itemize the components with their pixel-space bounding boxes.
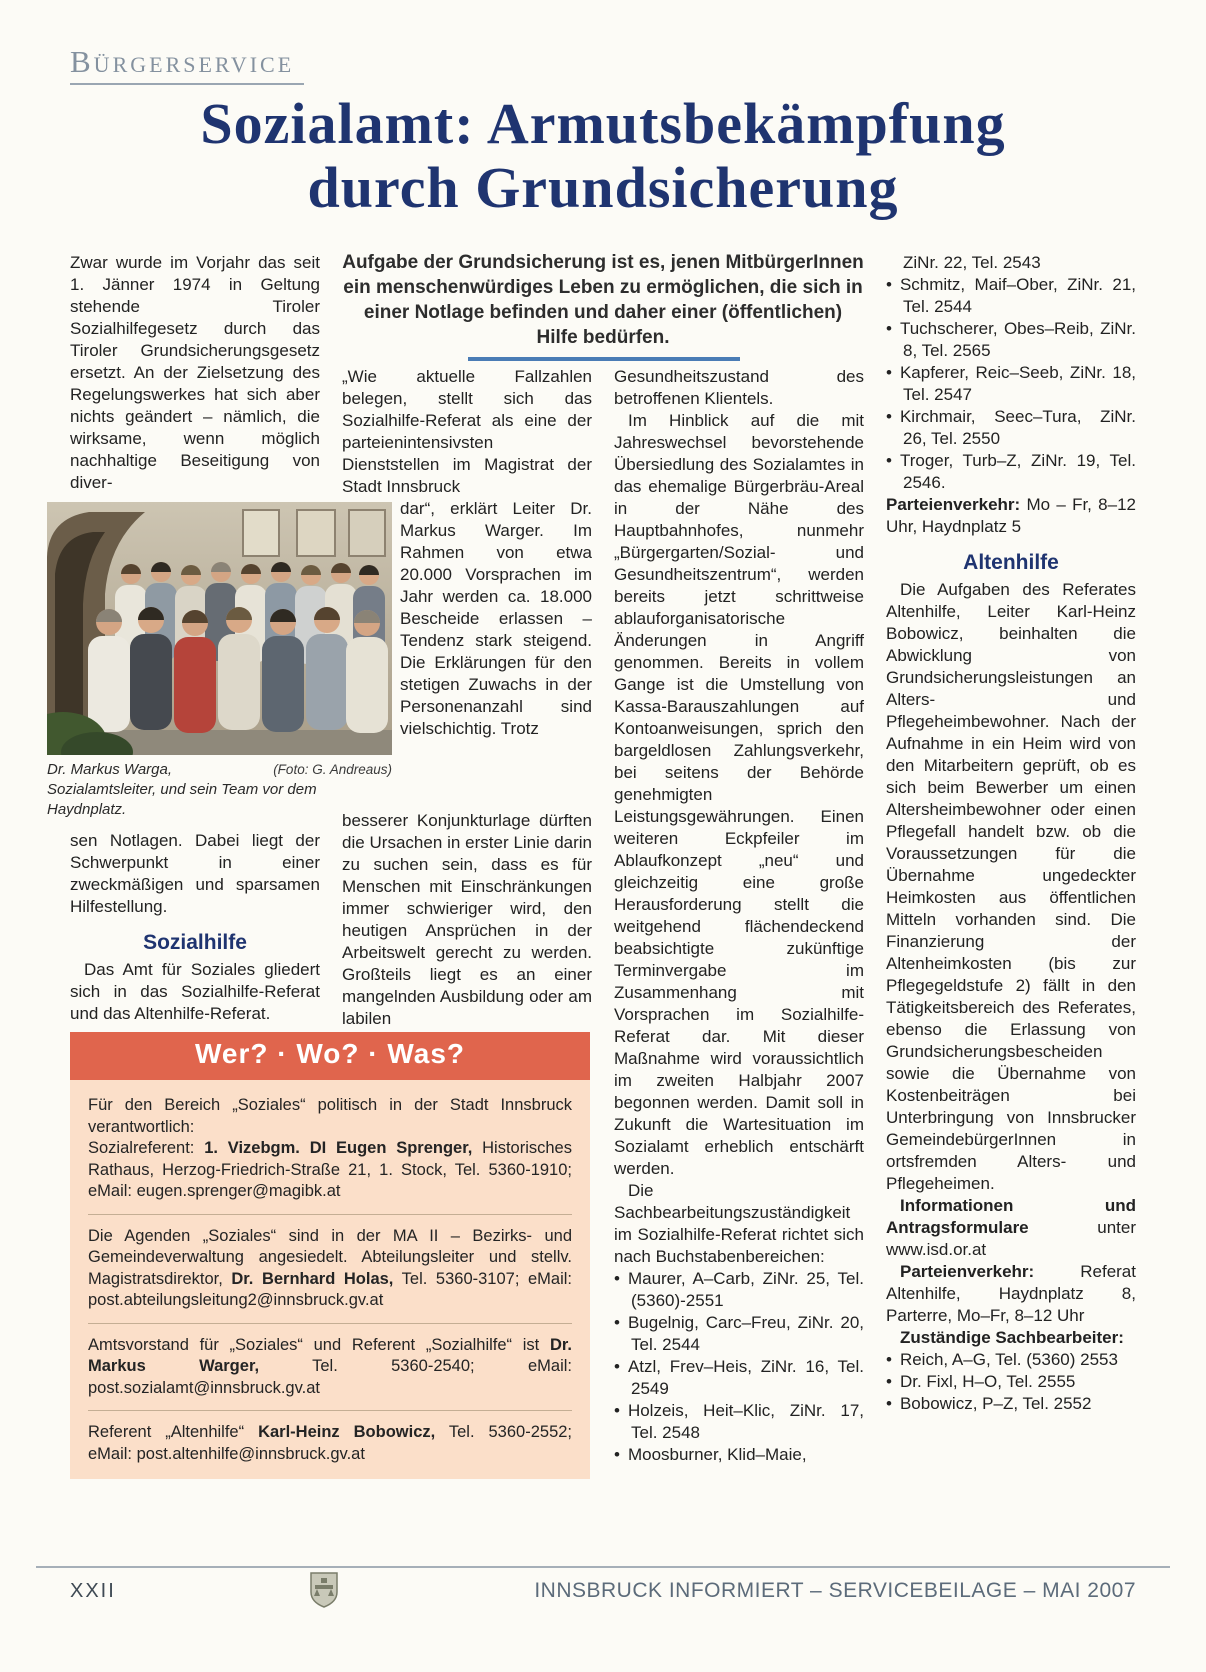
info-rest: unter www.isd.or.at xyxy=(886,1218,1136,1259)
list-item: • Tuchscherer, Obes–Reib, ZiNr. 8, Tel. 2565 xyxy=(886,318,1136,362)
sozialhilfe-sachbearbeiter-list xyxy=(614,1268,864,1466)
paragraph-col3-2: Im Hinblick auf die mit Jahreswechsel bevorstehende Übersiedlung des Sozialamtes in das ehemalige Bürgerbräu-Areal in der Nähe des Hauptbahnhofes, nunmehr „Bürgergarten/Sozial- und Gesundheitszentrum“, werden bereits jetzt schrittweise ablauforganisatorische Änderungen in Angriff genommen. Bereits in vollem Gange ist die Umstellung von Kassa-Barauszahlungen auf Kontoanweisungen, sprich den bargeldlosen Zahlungsverkehr, bei seitens der Behörde genehmigten Leistungsgewährungen. Einen weiteren Eckpfeiler im Ablaufkonzept „neu“ und gleichzeitig eine große Herausforderung stellt die weitgehend flächendeckend beabsichtigte zukünftige Terminvergabe im Zusammenhang mit Vorsprachen im Sozialhilfe-Referat dar. Mit dieser Maßnahme wird voraussichtlich im zweiten Halbjahr 2007 begonnen werden. Damit soll in Zukunft die Wartesituation im Sozialamt erheblich entschärft werden. xyxy=(614,411,864,1178)
heading-sozialhilfe: Sozialhilfe xyxy=(143,931,247,954)
paragraph-col1-2: sen Notlagen. Dabei liegt der Schwerpunkt in einer zweckmäßigen und sparsamen Hilfestellung. xyxy=(70,831,320,916)
infobox-section-amtsvorstand xyxy=(88,1335,572,1400)
paragraph-col4-1: Die Aufgaben des Referates Altenhilfe, Leiter Karl-Heinz Bobowicz, beinhalten die Abwicklung von Grundsicherungsleistungen an Alters- und Pflegeheimbewohner. Nach der Aufnahme in ein Heim wird von den Mitarbeitern geprüft, ob es sich beim Bewerber um einen Altersheimbewohner oder einen Pflegefall handelt bzw. ob die Voraussetzungen für die Übernahme ungedeckter Heimkosten aus öffentlichen Mitteln vorhanden sind. Die Finanzierung der Altenheimkosten (bis zur Pflegegeldstufe 2) fällt in den Tätigkeitsbereich des Referates, ebenso die Erlassung von Grundsicherungsbescheiden sowie die Übernahme von Kostenbeiträgen bei Unterbringung von Innsbrucker GemeindebürgerInnen in ortsfremden Alters- und Pflegeheimen. xyxy=(886,580,1136,1193)
photo-caption-text: Dr. Markus Warga, Sozialamtsleiter, und sein Team vor dem Haydnplatz. xyxy=(47,761,317,818)
infobox-title: Wer? · Wo? · Was? xyxy=(70,1032,590,1080)
infobox-section-altenhilfe-referent xyxy=(88,1422,572,1465)
list-item: • Holzeis, Heit–Klic, ZiNr. 17, Tel. 2548 xyxy=(614,1400,864,1444)
list-item: • Atzl, Frev–Heis, ZiNr. 16, Tel. 2549 xyxy=(614,1356,864,1400)
parteienverkehr-altenhilfe xyxy=(886,1261,1136,1327)
list-item-continuation: ZiNr. 22, Tel. 2543 xyxy=(903,253,1041,272)
infobox-text: Referent „Altenhilfe“ xyxy=(88,1423,259,1441)
infobox-divider xyxy=(88,1214,572,1215)
person-name: Dr. Markus Warger, xyxy=(88,1335,572,1375)
infobox-text: Sozialreferent: xyxy=(88,1139,205,1157)
parteienverkehr-sozialhilfe xyxy=(886,494,1136,538)
infobox-text: Für den Bereich „Soziales“ politisch in der Stadt Innsbruck verantwortlich: xyxy=(88,1096,572,1136)
sozialhilfe-sachbearbeiter-list-continued xyxy=(886,274,1136,494)
list-item: • Bobowicz, P–Z, Tel. 2552 xyxy=(886,1393,1136,1415)
infobox-divider xyxy=(88,1410,572,1411)
list-item: • Kapferer, Reic–Seeb, ZiNr. 18, Tel. 2547 xyxy=(886,362,1136,406)
infobox-divider xyxy=(88,1323,572,1324)
masthead-label: Bürgerservice xyxy=(70,44,304,85)
info-bold: Informationen und Antragsformulare xyxy=(886,1196,1136,1237)
photo-credit: (Foto: G. Andreaus) xyxy=(273,762,392,777)
person-name: Karl-Heinz Bobowicz, xyxy=(258,1423,436,1441)
info-antragsformulare xyxy=(886,1195,1136,1261)
intro-underline xyxy=(468,357,740,361)
paragraph-col1-3: Das Amt für Soziales gliedert sich in das Sozialhilfe-Referat und das Altenhilfe-Referat. xyxy=(70,960,320,1023)
altenhilfe-sachbearbeiter-list xyxy=(886,1349,1136,1415)
team-photo xyxy=(47,502,392,755)
parteienverkehr-text: Mo – Fr, 8–12 Uhr, Haydnplatz 5 xyxy=(886,495,1136,536)
infobox-text: Tel. 5360-2552; eMail: post.altenhilfe@innsbruck.gv.at xyxy=(88,1423,573,1463)
infobox-text: Tel. 5360-3107; eMail: post.abteilungsleitung2@innsbruck.gv.at xyxy=(88,1269,573,1309)
list-item: • Maurer, A–Carb, ZiNr. 25, Tel. (5360)-2551 xyxy=(614,1268,864,1312)
infobox-wer-wo-was xyxy=(70,1032,590,1479)
infobox-text: Historisches Rathaus, Herzog-Friedrich-Straße 21, 1. Stock, Tel. 5360-1910; eMail: eugen.sprenger@magibk.at xyxy=(88,1139,572,1200)
footer-title: INNSBRUCK INFORMIERT – SERVICEBEILAGE – MAI 2007 xyxy=(534,1579,1136,1602)
person-name: 1. Vizebgm. DI Eugen Sprenger, xyxy=(204,1139,473,1157)
list-item: • Moosburner, Klid–Maie, xyxy=(614,1444,864,1466)
sachbearbeiter-label: Zuständige Sachbearbeiter: xyxy=(900,1328,1124,1347)
list-item: • Bugelnig, Carc–Freu, ZiNr. 20, Tel. 2544 xyxy=(614,1312,864,1356)
footer-rule xyxy=(36,1566,1170,1568)
paragraph-col3-3: Die Sachbearbeitungszuständigkeit im Sozialhilfe-Referat richtet sich nach Buchstabenbereichen: xyxy=(614,1181,864,1266)
infobox-text: Tel. 5360-2540; eMail: post.sozialamt@innsbruck.gv.at xyxy=(88,1357,572,1397)
innsbruck-crest-icon xyxy=(310,1572,338,1608)
intro-deck: Aufgabe der Grundsicherung ist es, jenen MitbürgerInnen ein menschenwürdiges Leben zu ermöglichen, die sich in einer Notlage befinden und daher einer (öffentlichen) Hilfe bedürfen. xyxy=(342,252,864,348)
infobox-section-abteilungsleiter xyxy=(88,1226,572,1312)
column-2 xyxy=(342,366,592,1030)
paragraph-col2-1: „Wie aktuelle Fallzahlen belegen, stellt sich das Sozialhilfe-Referat als eine der parteienintensivsten Dienststellen im Magistrat der Stadt Innsbruck xyxy=(342,367,592,496)
page-number: XXII xyxy=(70,1580,116,1602)
column-1 xyxy=(47,252,392,1025)
paragraph-col3-1: Gesundheitszustand des betroffenen Klientels. xyxy=(614,367,864,408)
infobox-body xyxy=(70,1080,590,1479)
infobox-text: Die Agenden „Soziales“ sind in der MA II – Bezirks- und Gemeindeverwaltung angesiedelt. Abteilungsleiter und stellv. Magistratsdirektor, xyxy=(88,1226,572,1288)
paragraph-col1-1: Zwar wurde im Vorjahr das seit 1. Jänner 1974 in Geltung stehende Tiroler Sozialhilfegesetz durch das Tiroler Grundsicherungsgesetz ersetzt. An der Zielsetzung des Regelungswerkes hat sich aber nichts geändert – nämlich, die wirksame, wenn möglich nachhaltige Beseitigung von diver- xyxy=(70,253,320,492)
column-3 xyxy=(614,366,864,1466)
list-item: • Reich, A–G, Tel. (5360) 2553 xyxy=(886,1349,1136,1371)
paragraph-col2-2: dar“, erklärt Leiter Dr. Markus Warger. Im Rahmen von etwa 20.000 Vorsprachen im Jahr werden ca. 18.000 Bescheide erlassen – Tendenz stark steigend. Die Erklärungen für den stetigen Zuwachs in der Personenanzahl sind vielschichtig. Trotz xyxy=(400,499,592,738)
person-name: Dr. Bernhard Holas, xyxy=(231,1269,394,1288)
page-title-line1: Sozialamt: Armutsbekämpfung xyxy=(200,91,1006,156)
list-item: • Dr. Fixl, H–O, Tel. 2555 xyxy=(886,1371,1136,1393)
parteienverkehr-text: Referat Altenhilfe, Haydnplatz 8, Parterre, Mo–Fr, 8–12 Uhr xyxy=(886,1262,1136,1325)
heading-sachbearbeiter xyxy=(886,1327,1136,1349)
photo-caption xyxy=(47,760,392,820)
infobox-section-sozialreferent xyxy=(88,1095,572,1203)
team-photo-image xyxy=(47,502,392,755)
list-item: • Troger, Turb–Z, ZiNr. 19, Tel. 2546. xyxy=(886,450,1136,494)
page-title-line2: durch Grundsicherung xyxy=(307,155,899,220)
infobox-text: Amtsvorstand für „Soziales“ und Referent „Sozialhilfe“ ist xyxy=(88,1335,550,1354)
list-item: • Kirchmair, Seec–Tura, ZiNr. 26, Tel. 2550 xyxy=(886,406,1136,450)
column-4 xyxy=(886,252,1136,1415)
parteienverkehr-label: Parteienverkehr: xyxy=(900,1262,1035,1281)
page-title xyxy=(0,92,1206,220)
heading-altenhilfe: Altenhilfe xyxy=(963,551,1059,574)
section-masthead xyxy=(70,44,304,85)
list-item: • Schmitz, Maif–Ober, ZiNr. 21, Tel. 2544 xyxy=(886,274,1136,318)
parteienverkehr-label: Parteienverkehr: xyxy=(886,495,1021,514)
paragraph-col2-3: besserer Konjunkturlage dürften die Ursachen in erster Linie darin zu suchen sein, dass es für Menschen mit Einschränkungen immer schwieriger wird, den heutigen Ansprüchen in der Arbeitswelt gerecht zu werden. Großteils liegt es an einer mangelnden Ausbildung oder am labilen xyxy=(342,811,592,1028)
